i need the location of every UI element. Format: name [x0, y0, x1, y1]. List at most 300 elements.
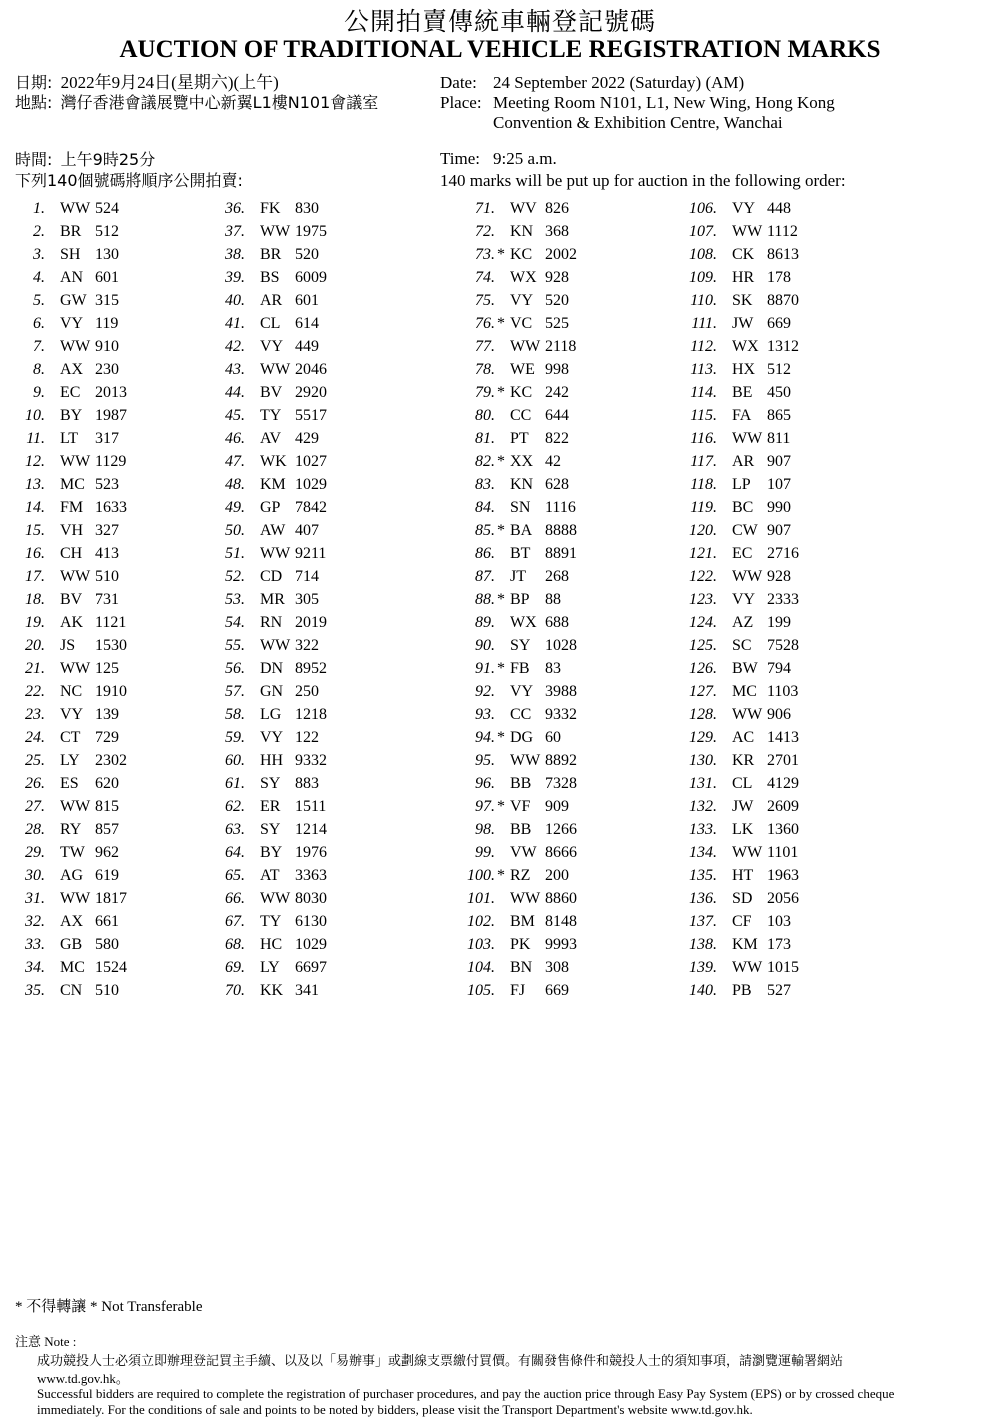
- mark-number: 120.: [689, 522, 717, 539]
- mark-number: 126.: [689, 660, 717, 677]
- mark-letters: HR: [732, 269, 755, 286]
- mark-digits: 1214: [295, 821, 327, 838]
- mark-letters: KN: [510, 223, 534, 240]
- mark-letters: WE: [510, 361, 535, 378]
- mark-letters: VY: [732, 591, 756, 608]
- mark-number: 60.: [225, 752, 245, 769]
- time-en-label: Time:: [440, 149, 481, 168]
- mark-letters: AV: [260, 430, 282, 447]
- mark-number: 58.: [225, 706, 245, 723]
- mark-letters: CC: [510, 407, 532, 424]
- mark-digits: 4129: [767, 775, 799, 792]
- mark-number: 6.: [33, 315, 45, 332]
- note-zh-line-2: www.td.gov.hk。: [37, 1371, 129, 1386]
- mark-number: 119.: [690, 499, 717, 516]
- mark-number: 67.: [225, 913, 245, 930]
- title-chinese: 公開拍賣傳統車輛登記號碼: [343, 7, 656, 36]
- mark-number: 31.: [25, 890, 45, 907]
- mark-letters: HH: [260, 752, 284, 769]
- mark-digits: 883: [295, 775, 319, 792]
- mark-digits: 520: [295, 246, 319, 263]
- mark-number: 62.: [225, 798, 245, 815]
- mark-letters: SC: [732, 637, 752, 654]
- not-transferable-marker: *: [497, 246, 505, 263]
- mark-number: 59.: [225, 729, 245, 746]
- mark-letters: AT: [260, 867, 280, 884]
- mark-letters: SY: [260, 821, 281, 838]
- mark-digits: 1360: [767, 821, 799, 838]
- mark-letters: CK: [732, 246, 755, 263]
- mark-letters: JW: [732, 315, 754, 332]
- mark-number: 34.: [25, 959, 45, 976]
- mark-digits: 614: [295, 315, 319, 332]
- mark-letters: CC: [510, 706, 532, 723]
- mark-number: 78.: [475, 361, 495, 378]
- mark-letters: VC: [510, 315, 533, 332]
- mark-digits: 510: [95, 568, 119, 585]
- mark-digits: 8892: [545, 752, 577, 769]
- mark-number: 68.: [225, 936, 245, 953]
- mark-digits: 341: [295, 982, 319, 999]
- mark-digits: 139: [95, 706, 119, 723]
- mark-number: 87.: [475, 568, 495, 585]
- mark-number: 72.: [475, 223, 495, 240]
- order-en: 140 marks will be put up for auction in the following order:: [440, 171, 846, 190]
- mark-letters: AG: [60, 867, 84, 884]
- mark-letters: RN: [260, 614, 283, 631]
- mark-digits: 822: [545, 430, 569, 447]
- mark-letters: SH: [60, 246, 81, 263]
- mark-digits: 907: [767, 453, 791, 470]
- mark-digits: 811: [767, 430, 791, 447]
- mark-digits: 512: [767, 361, 791, 378]
- mark-letters: WK: [260, 453, 287, 470]
- mark-letters: BB: [510, 775, 532, 792]
- not-transferable-marker: *: [497, 453, 505, 470]
- mark-digits: 523: [95, 476, 119, 493]
- mark-digits: 644: [545, 407, 569, 424]
- mark-number: 118.: [690, 476, 717, 493]
- mark-digits: 815: [95, 798, 119, 815]
- mark-letters: SY: [260, 775, 281, 792]
- mark-digits: 729: [95, 729, 119, 746]
- mark-number: 47.: [225, 453, 245, 470]
- mark-digits: 998: [545, 361, 569, 378]
- mark-digits: 962: [95, 844, 119, 861]
- not-transferable-marker: *: [497, 315, 505, 332]
- mark-number: 24.: [25, 729, 45, 746]
- mark-number: 49.: [225, 499, 245, 516]
- mark-letters: BY: [260, 844, 283, 861]
- mark-letters: BB: [510, 821, 532, 838]
- mark-letters: CF: [732, 913, 752, 930]
- mark-letters: BS: [260, 269, 280, 286]
- mark-letters: KM: [260, 476, 286, 493]
- mark-letters: TY: [260, 913, 282, 930]
- mark-number: 102.: [467, 913, 495, 930]
- mark-number: 113.: [690, 361, 717, 378]
- mark-letters: GN: [260, 683, 284, 700]
- mark-number: 104.: [467, 959, 495, 976]
- mark-digits: 1029: [295, 936, 327, 953]
- mark-letters: WW: [732, 568, 763, 585]
- mark-number: 100.: [467, 867, 495, 884]
- mark-letters: AW: [260, 522, 286, 539]
- mark-letters: CL: [260, 315, 281, 332]
- mark-number: 13.: [25, 476, 45, 493]
- mark-number: 57.: [225, 683, 245, 700]
- mark-number: 122.: [689, 568, 717, 585]
- mark-digits: 669: [767, 315, 791, 332]
- mark-digits: 8891: [545, 545, 577, 562]
- mark-number: 46.: [225, 430, 245, 447]
- mark-digits: 6697: [295, 959, 327, 976]
- mark-letters: VY: [732, 200, 756, 217]
- mark-digits: 88: [545, 591, 561, 608]
- mark-number: 54.: [225, 614, 245, 631]
- mark-digits: 2302: [95, 752, 127, 769]
- mark-letters: WW: [60, 798, 91, 815]
- mark-digits: 1413: [767, 729, 799, 746]
- mark-number: 21.: [25, 660, 45, 677]
- mark-digits: 620: [95, 775, 119, 792]
- mark-number: 12.: [25, 453, 45, 470]
- mark-letters: KK: [260, 982, 284, 999]
- mark-letters: EC: [60, 384, 81, 401]
- mark-letters: AR: [260, 292, 283, 309]
- mark-digits: 826: [545, 200, 569, 217]
- mark-letters: WW: [260, 890, 291, 907]
- time-zh-label: 時間:: [15, 150, 53, 169]
- order-zh: 下列140個號碼將順序公開拍賣:: [15, 171, 243, 190]
- mark-digits: 1028: [545, 637, 577, 654]
- mark-digits: 107: [767, 476, 791, 493]
- mark-letters: DG: [510, 729, 534, 746]
- mark-digits: 119: [95, 315, 119, 332]
- not-transferable-marker: *: [497, 867, 505, 884]
- mark-number: 83.: [475, 476, 495, 493]
- mark-digits: 865: [767, 407, 791, 424]
- mark-number: 5.: [33, 292, 45, 309]
- mark-number: 56.: [225, 660, 245, 677]
- mark-digits: 317: [95, 430, 119, 447]
- note-zh-line-1: 成功競投人士必須立即辦理登記買主手續、以及以「易辦事」或劃線支票繳付買價。有關發售條件和競投人士的須知事項，請瀏覽運輸署網站: [37, 1354, 844, 1369]
- mark-number: 114.: [690, 384, 717, 401]
- mark-number: 133.: [689, 821, 717, 838]
- place-zh-value: 灣仔香港會議展覽中心新翼L1樓N101會議室: [60, 93, 379, 112]
- mark-digits: 1027: [295, 453, 327, 470]
- mark-number: 112.: [690, 338, 717, 355]
- mark-letters: SN: [510, 499, 531, 516]
- note-label: 注意 Note :: [15, 1334, 77, 1349]
- mark-letters: GP: [260, 499, 281, 516]
- mark-letters: VY: [60, 315, 84, 332]
- mark-letters: VH: [60, 522, 84, 539]
- mark-number: 136.: [689, 890, 717, 907]
- mark-number: 85.: [475, 522, 495, 539]
- mark-digits: 103: [767, 913, 791, 930]
- mark-number: 66.: [225, 890, 245, 907]
- mark-letters: CT: [60, 729, 81, 746]
- mark-letters: PT: [510, 430, 529, 447]
- mark-digits: 1976: [295, 844, 327, 861]
- mark-number: 30.: [25, 867, 45, 884]
- note-en-line-1: Successful bidders are required to complete the registration of purchaser procedures, and pay the auction price through Easy Pay System (EPS) or by crossed cheque: [37, 1386, 895, 1401]
- mark-digits: 407: [295, 522, 319, 539]
- date-en-value: 24 September 2022 (Saturday) (AM): [493, 73, 745, 92]
- mark-number: 19.: [25, 614, 45, 631]
- mark-letters: MR: [260, 591, 285, 608]
- mark-digits: 669: [545, 982, 569, 999]
- mark-letters: VY: [510, 683, 534, 700]
- mark-letters: FJ: [510, 982, 526, 999]
- mark-digits: 9993: [545, 936, 577, 953]
- mark-number: 17.: [25, 568, 45, 585]
- mark-number: 105.: [467, 982, 495, 999]
- mark-digits: 250: [295, 683, 319, 700]
- mark-number: 18.: [25, 591, 45, 608]
- mark-number: 99.: [475, 844, 495, 861]
- mark-digits: 1101: [767, 844, 799, 861]
- mark-letters: WW: [510, 890, 541, 907]
- mark-number: 127.: [689, 683, 717, 700]
- mark-letters: KN: [510, 476, 534, 493]
- mark-letters: NC: [60, 683, 83, 700]
- mark-number: 107.: [689, 223, 717, 240]
- mark-digits: 268: [545, 568, 569, 585]
- mark-digits: 7528: [767, 637, 799, 654]
- mark-digits: 794: [767, 660, 791, 677]
- mark-digits: 42: [545, 453, 561, 470]
- mark-letters: BT: [510, 545, 531, 562]
- mark-number: 90.: [475, 637, 495, 654]
- mark-number: 8.: [33, 361, 45, 378]
- mark-number: 41.: [225, 315, 245, 332]
- mark-number: 103.: [467, 936, 495, 953]
- mark-number: 63.: [225, 821, 245, 838]
- mark-digits: 2013: [95, 384, 127, 401]
- mark-number: 101.: [467, 890, 495, 907]
- mark-digits: 714: [295, 568, 319, 585]
- mark-number: 28.: [25, 821, 45, 838]
- date-zh-value: 2022年9月24日(星期六)(上午): [60, 73, 279, 92]
- mark-digits: 525: [545, 315, 569, 332]
- mark-digits: 2609: [767, 798, 799, 815]
- mark-letters: WX: [510, 614, 537, 631]
- mark-letters: PK: [510, 936, 531, 953]
- mark-number: 134.: [689, 844, 717, 861]
- mark-letters: VW: [510, 844, 537, 861]
- mark-number: 23.: [25, 706, 45, 723]
- mark-letters: FM: [60, 499, 84, 516]
- mark-letters: HX: [732, 361, 756, 378]
- mark-letters: BE: [732, 384, 753, 401]
- mark-letters: LP: [732, 476, 751, 493]
- mark-number: 29.: [25, 844, 45, 861]
- not-transferable-note: * 不得轉讓 * Not Transferable: [15, 1299, 203, 1315]
- mark-letters: CD: [260, 568, 283, 585]
- mark-number: 111.: [691, 315, 717, 332]
- mark-letters: JS: [60, 637, 76, 654]
- mark-digits: 308: [545, 959, 569, 976]
- mark-letters: CW: [732, 522, 758, 539]
- mark-number: 44.: [225, 384, 245, 401]
- mark-digits: 1910: [95, 683, 127, 700]
- mark-number: 86.: [475, 545, 495, 562]
- mark-letters: WW: [60, 890, 91, 907]
- mark-number: 36.: [225, 200, 245, 217]
- mark-letters: TW: [60, 844, 85, 861]
- mark-letters: DN: [260, 660, 284, 677]
- mark-digits: 1029: [295, 476, 327, 493]
- mark-number: 94.: [475, 729, 495, 746]
- mark-number: 4.: [33, 269, 45, 286]
- mark-letters: HC: [260, 936, 283, 953]
- mark-digits: 60: [545, 729, 561, 746]
- mark-digits: 731: [95, 591, 119, 608]
- mark-digits: 83: [545, 660, 561, 677]
- mark-number: 110.: [690, 292, 717, 309]
- mark-letters: BW: [732, 660, 758, 677]
- mark-number: 88.: [475, 591, 495, 608]
- mark-number: 65.: [225, 867, 245, 884]
- mark-number: 76.: [475, 315, 495, 332]
- mark-letters: WW: [732, 959, 763, 976]
- mark-digits: 8888: [545, 522, 577, 539]
- mark-digits: 178: [767, 269, 791, 286]
- mark-letters: PB: [732, 982, 752, 999]
- mark-number: 7.: [33, 338, 45, 355]
- mark-digits: 906: [767, 706, 791, 723]
- mark-number: 26.: [25, 775, 45, 792]
- mark-digits: 8860: [545, 890, 577, 907]
- mark-letters: KC: [510, 246, 533, 263]
- mark-digits: 1116: [545, 499, 576, 516]
- mark-letters: BV: [260, 384, 283, 401]
- mark-letters: ES: [60, 775, 79, 792]
- mark-digits: 9332: [295, 752, 327, 769]
- mark-number: 93.: [475, 706, 495, 723]
- date-zh-label: 日期:: [15, 73, 53, 92]
- mark-letters: LY: [60, 752, 80, 769]
- mark-number: 27.: [25, 798, 45, 815]
- mark-digits: 1121: [95, 614, 127, 631]
- not-transferable-marker: *: [497, 522, 505, 539]
- mark-letters: WW: [260, 361, 291, 378]
- mark-digits: 1312: [767, 338, 799, 355]
- mark-digits: 2333: [767, 591, 799, 608]
- mark-number: 115.: [690, 407, 717, 424]
- mark-digits: 368: [545, 223, 569, 240]
- mark-digits: 830: [295, 200, 319, 217]
- title-english: AUCTION OF TRADITIONAL VEHICLE REGISTRATION MARKS: [119, 36, 881, 63]
- mark-digits: 130: [95, 246, 119, 263]
- mark-digits: 510: [95, 982, 119, 999]
- mark-digits: 199: [767, 614, 791, 631]
- mark-digits: 628: [545, 476, 569, 493]
- mark-digits: 9211: [295, 545, 327, 562]
- date-en-label: Date:: [440, 73, 477, 92]
- not-transferable-marker: *: [497, 384, 505, 401]
- mark-letters: AX: [60, 361, 84, 378]
- mark-letters: KR: [732, 752, 755, 769]
- mark-digits: 1112: [767, 223, 798, 240]
- mark-number: 82.: [475, 453, 495, 470]
- mark-number: 39.: [225, 269, 245, 286]
- mark-digits: 1975: [295, 223, 327, 240]
- mark-number: 51.: [225, 545, 245, 562]
- mark-digits: 7328: [545, 775, 577, 792]
- mark-letters: AC: [732, 729, 755, 746]
- mark-letters: LT: [60, 430, 79, 447]
- mark-digits: 122: [295, 729, 319, 746]
- mark-letters: WW: [510, 752, 541, 769]
- mark-number: 32.: [25, 913, 45, 930]
- mark-letters: VY: [260, 729, 284, 746]
- mark-digits: 125: [95, 660, 119, 677]
- date-zh: [15, 73, 279, 93]
- mark-digits: 2002: [545, 246, 577, 263]
- mark-number: 108.: [689, 246, 717, 263]
- place-en: [440, 93, 835, 113]
- mark-letters: BP: [510, 591, 530, 608]
- mark-digits: 3988: [545, 683, 577, 700]
- time-en: [440, 149, 557, 169]
- mark-digits: 580: [95, 936, 119, 953]
- mark-letters: BR: [260, 246, 282, 263]
- mark-letters: FA: [732, 407, 752, 424]
- mark-digits: 910: [95, 338, 119, 355]
- mark-number: 97.: [475, 798, 495, 815]
- mark-number: 10.: [25, 407, 45, 424]
- mark-number: 22.: [25, 683, 45, 700]
- mark-letters: BC: [732, 499, 754, 516]
- mark-letters: BN: [510, 959, 533, 976]
- mark-letters: WW: [60, 453, 91, 470]
- mark-digits: 2716: [767, 545, 799, 562]
- mark-letters: BV: [60, 591, 83, 608]
- place-en-value-1: Meeting Room N101, L1, New Wing, Hong Kong: [493, 93, 835, 112]
- mark-letters: MC: [60, 476, 85, 493]
- mark-letters: TY: [260, 407, 282, 424]
- mark-number: 40.: [225, 292, 245, 309]
- mark-letters: RY: [60, 821, 82, 838]
- mark-number: 84.: [475, 499, 495, 516]
- time-zh-value: 上午9時25分: [60, 150, 156, 169]
- mark-digits: 322: [295, 637, 319, 654]
- mark-digits: 601: [295, 292, 319, 309]
- mark-digits: 2056: [767, 890, 799, 907]
- mark-letters: WW: [260, 545, 291, 562]
- mark-letters: WW: [260, 223, 291, 240]
- mark-digits: 305: [295, 591, 319, 608]
- mark-letters: MC: [732, 683, 757, 700]
- mark-digits: 1511: [295, 798, 327, 815]
- not-transferable-marker: *: [497, 660, 505, 677]
- mark-digits: 619: [95, 867, 119, 884]
- mark-digits: 1103: [767, 683, 799, 700]
- mark-letters: CN: [60, 982, 83, 999]
- mark-digits: 2019: [295, 614, 327, 631]
- mark-letters: WX: [732, 338, 759, 355]
- mark-number: 38.: [225, 246, 245, 263]
- mark-number: 69.: [225, 959, 245, 976]
- mark-number: 42.: [225, 338, 245, 355]
- mark-number: 33.: [25, 936, 45, 953]
- mark-number: 135.: [689, 867, 717, 884]
- mark-letters: LG: [260, 706, 282, 723]
- mark-letters: WW: [732, 223, 763, 240]
